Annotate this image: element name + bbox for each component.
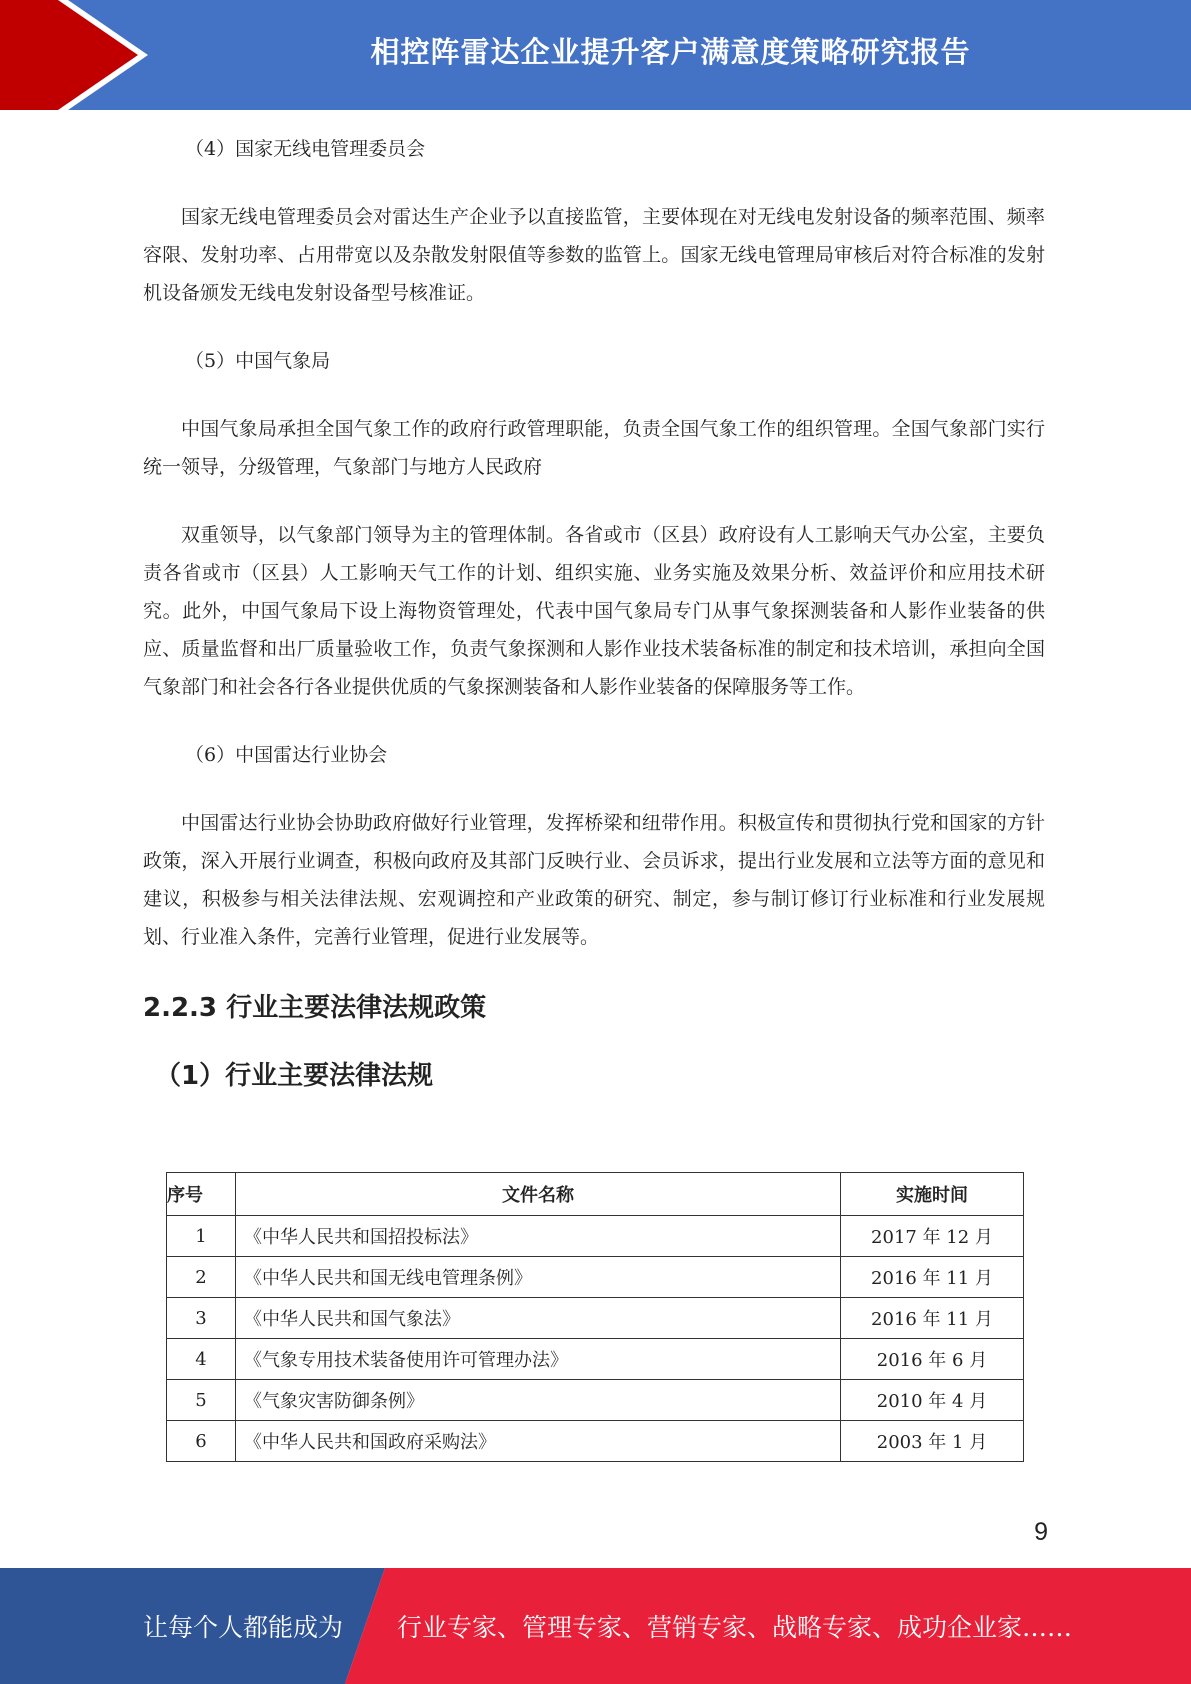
table-row (167, 1216, 1024, 1257)
page-footer (0, 1568, 1191, 1684)
subheading-radar-association: （6）中国雷达行业协会 (185, 744, 388, 766)
column-header-date: 实施时间 (841, 1173, 1024, 1216)
paragraph-radar-association: 中国雷达行业协会协助政府做好行业管理，发挥桥梁和纽带作用。积极宣传和贯彻执行党和国家的方针政策，深入开展行业调查，积极向政府及其部门反映行业、会员诉求，提出行业发展和立法等方面的意见和建议，积极参与相关法律法规、宏观调控和产业政策的研究、制定，参与制订修订行业标准和行业发展规划、行业准入条件，完善行业管理，促进行业发展等。 (143, 812, 1045, 948)
row-date: 2010 年 4 月 (841, 1380, 1024, 1421)
row-date: 2016 年 11 月 (841, 1257, 1024, 1298)
row-date: 2016 年 6 月 (841, 1339, 1024, 1380)
report-title: 相控阵雷达企业提升客户满意度策略研究报告 (370, 34, 971, 69)
table-row (167, 1298, 1024, 1339)
row-date: 2017 年 12 月 (841, 1216, 1024, 1257)
page-number: 9 (1034, 1518, 1048, 1546)
table-row (167, 1380, 1024, 1421)
column-header-no: 序号 (167, 1173, 236, 1216)
row-date: 2003 年 1 月 (841, 1421, 1024, 1462)
paragraph-meteorological-admin-1: 中国气象局承担全国气象工作的政府行政管理职能，负责全国气象工作的组织管理。全国气象部门实行统一领导，分级管理，气象部门与地方人民政府 (143, 418, 1045, 478)
footer-slogan-left: 让每个人都能成为 (143, 1613, 344, 1642)
paragraph-meteorological-admin-2: 双重领导，以气象部门领导为主的管理体制。各省或市（区县）政府设有人工影响天气办公室，主要负责各省或市（区县）人工影响天气工作的计划、组织实施、业务实施及效果分析、效益评价和应用技术研究。此外，中国气象局下设上海物资管理处，代表中国气象局专门从事气象探测装备和人影作业装备的供应、质量监督和出厂质量验收工作，负责气象探测和人影作业技术装备标准的制定和技术培训，承担向全国气象部门和社会各行各业提供优质的气象探测装备和人影作业装备的保障服务等工作。 (143, 524, 1045, 698)
row-date: 2016 年 11 月 (841, 1298, 1024, 1339)
row-name: 《中华人民共和国招投标法》 (236, 1216, 841, 1257)
subsection-heading: （1）行业主要法律法规 (155, 1061, 434, 1091)
laws-table (166, 1172, 1024, 1462)
row-no: 3 (167, 1298, 236, 1339)
table-header-row (167, 1173, 1024, 1216)
row-name: 《中华人民共和国气象法》 (236, 1298, 841, 1339)
section-heading: 2.2.3 行业主要法律法规政策 (143, 993, 487, 1023)
row-no: 2 (167, 1257, 236, 1298)
column-header-name: 文件名称 (236, 1173, 841, 1216)
row-name: 《气象专用技术装备使用许可管理办法》 (236, 1339, 841, 1380)
row-no: 1 (167, 1216, 236, 1257)
page-header (0, 0, 1191, 110)
row-name: 《中华人民共和国政府采购法》 (236, 1421, 841, 1462)
header-arrow-icon (0, 0, 160, 110)
subheading-radio-committee: （4）国家无线电管理委员会 (185, 138, 426, 160)
main-content (143, 130, 1045, 1096)
paragraph-radio-committee: 国家无线电管理委员会对雷达生产企业予以直接监管，主要体现在对无线电发射设备的频率范围、频率容限、发射功率、占用带宽以及杂散发射限值等参数的监管上。国家无线电管理局审核后对符合标准的发射机设备颁发无线电发射设备型号核准证。 (143, 206, 1045, 304)
row-no: 5 (167, 1380, 236, 1421)
table-row (167, 1257, 1024, 1298)
table-row (167, 1339, 1024, 1380)
row-name: 《中华人民共和国无线电管理条例》 (236, 1257, 841, 1298)
row-name: 《气象灾害防御条例》 (236, 1380, 841, 1421)
subheading-meteorological-admin: （5）中国气象局 (185, 350, 331, 372)
row-no: 4 (167, 1339, 236, 1380)
footer-slogan-right: 行业专家、管理专家、营销专家、战略专家、成功企业家…… (397, 1613, 1073, 1642)
row-no: 6 (167, 1421, 236, 1462)
table-row (167, 1421, 1024, 1462)
